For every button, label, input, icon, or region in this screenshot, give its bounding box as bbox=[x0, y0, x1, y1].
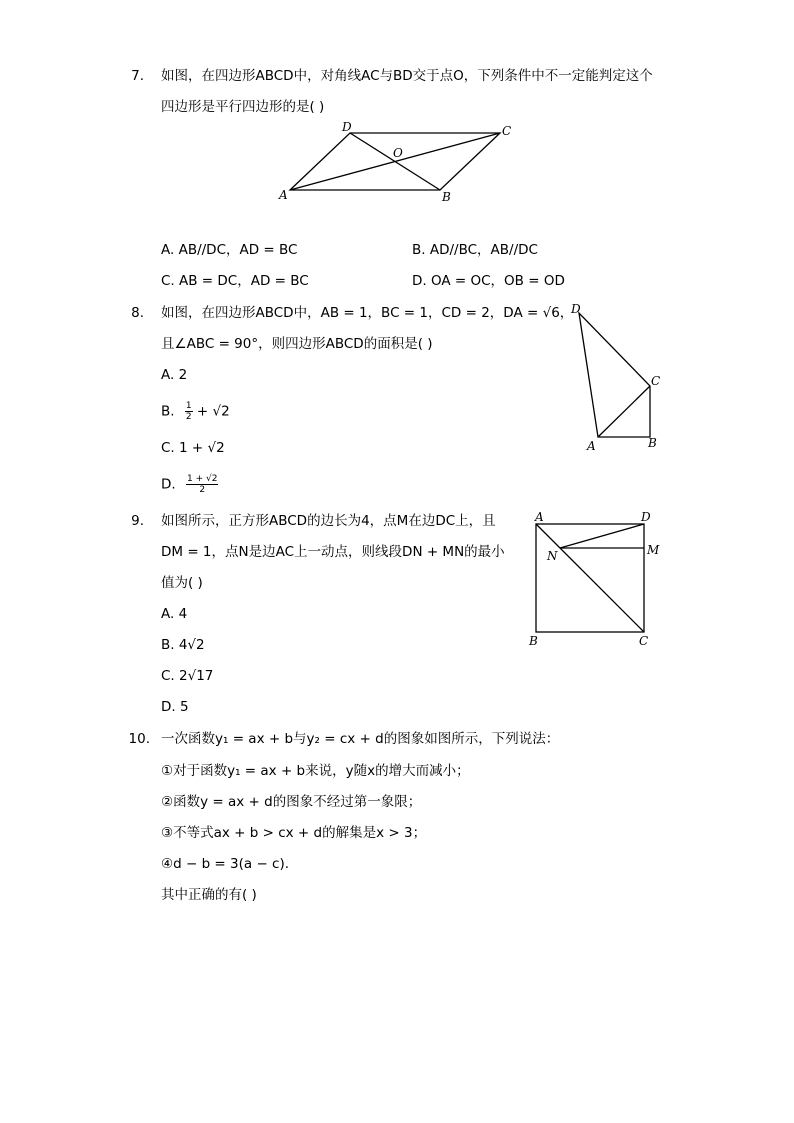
q10-stem: 一次函数y₁ = ax + b与y₂ = cx + d的图象如图所示，下列说法： bbox=[161, 731, 560, 747]
q8-option-b-prefix: B. bbox=[161, 403, 175, 420]
q8-option-d-prefix: D. bbox=[161, 476, 176, 493]
q7-label-o: O bbox=[393, 146, 403, 160]
q7-number: 7. bbox=[131, 68, 144, 84]
q7-label-b: B bbox=[442, 190, 451, 204]
q10-statement-2: ②函数y = ax + d的图象不经过第一象限； bbox=[161, 794, 422, 810]
q8-option-b-rest: + √2 bbox=[196, 403, 230, 420]
q8-label-b: B bbox=[648, 436, 657, 450]
q7-option-c: C. AB = DC，AD = BC bbox=[161, 273, 309, 289]
q9-option-c: C. 2√17 bbox=[161, 668, 214, 684]
q8-stem-line2: 且∠ABC = 90°，则四边形ABCD的面积是( ) bbox=[161, 336, 433, 352]
q9-stem-line3: 值为( ) bbox=[161, 575, 203, 591]
q8-option-a: A. 2 bbox=[161, 367, 188, 383]
q7-label-d: D bbox=[342, 120, 352, 134]
q9-label-c: C bbox=[639, 634, 649, 648]
q8-option-d-denominator: 2 bbox=[199, 485, 206, 495]
q9-label-m: M bbox=[647, 543, 660, 557]
q8-option-b-numerator: 1 bbox=[185, 401, 192, 411]
q7-stem-line1: 如图，在四边形ABCD中，对角线AC与BD交于点O，下列条件中不一定能判定这个 bbox=[161, 68, 653, 84]
q8-option-c: C. 1 + √2 bbox=[161, 440, 225, 456]
q9-option-a: A. 4 bbox=[161, 606, 188, 622]
q8-label-c: C bbox=[651, 374, 661, 388]
q9-option-b: B. 4√2 bbox=[161, 637, 205, 653]
q9-label-n: N bbox=[547, 549, 558, 563]
q9-number: 9. bbox=[131, 513, 144, 529]
q7-label-c: C bbox=[502, 124, 512, 138]
q7-stem-line2: 四边形是平行四边形的是( ) bbox=[161, 99, 325, 115]
q7-option-a: A. AB//DC，AD = BC bbox=[161, 242, 298, 258]
q8-number: 8. bbox=[131, 305, 144, 321]
q9-diagonal-ac bbox=[536, 524, 644, 632]
q9-option-d: D. 5 bbox=[161, 699, 189, 715]
q8-option-d-numerator: 1 + √2 bbox=[186, 474, 218, 484]
q7-label-a: A bbox=[279, 188, 288, 202]
q10-number: 10. bbox=[128, 731, 150, 747]
q10-statement-4: ④d − b = 3(a − c). bbox=[161, 856, 290, 872]
q8-stem-line1: 如图，在四边形ABCD中，AB = 1，BC = 1，CD = 2，DA = √6， bbox=[161, 305, 574, 321]
q9-segment-dn bbox=[560, 524, 644, 548]
q9-stem-line1: 如图所示，正方形ABCD的边长为4，点M在边DC上，且 bbox=[161, 513, 496, 529]
q10-statement-3: ③不等式ax + b > cx + d的解集是x > 3； bbox=[161, 825, 427, 841]
q8-label-d: D bbox=[571, 302, 581, 316]
q8-label-a: A bbox=[587, 439, 596, 453]
q9-label-b: B bbox=[529, 634, 538, 648]
q9-stem-line2: DM = 1，点N是边AC上一动点，则线段DN + MN的最小 bbox=[161, 544, 505, 560]
q9-label-d: D bbox=[641, 510, 651, 524]
q8-option-b-denominator: 2 bbox=[185, 412, 192, 422]
q7-option-d: D. OA = OC，OB = OD bbox=[412, 273, 565, 289]
q10-statement-1: ①对于函数y₁ = ax + b来说，y随x的增大而减小； bbox=[161, 763, 470, 779]
q9-label-a: A bbox=[535, 510, 544, 524]
q7-option-b: B. AD//BC，AB//DC bbox=[412, 242, 538, 258]
q10-tail: 其中正确的有( ) bbox=[161, 887, 257, 903]
